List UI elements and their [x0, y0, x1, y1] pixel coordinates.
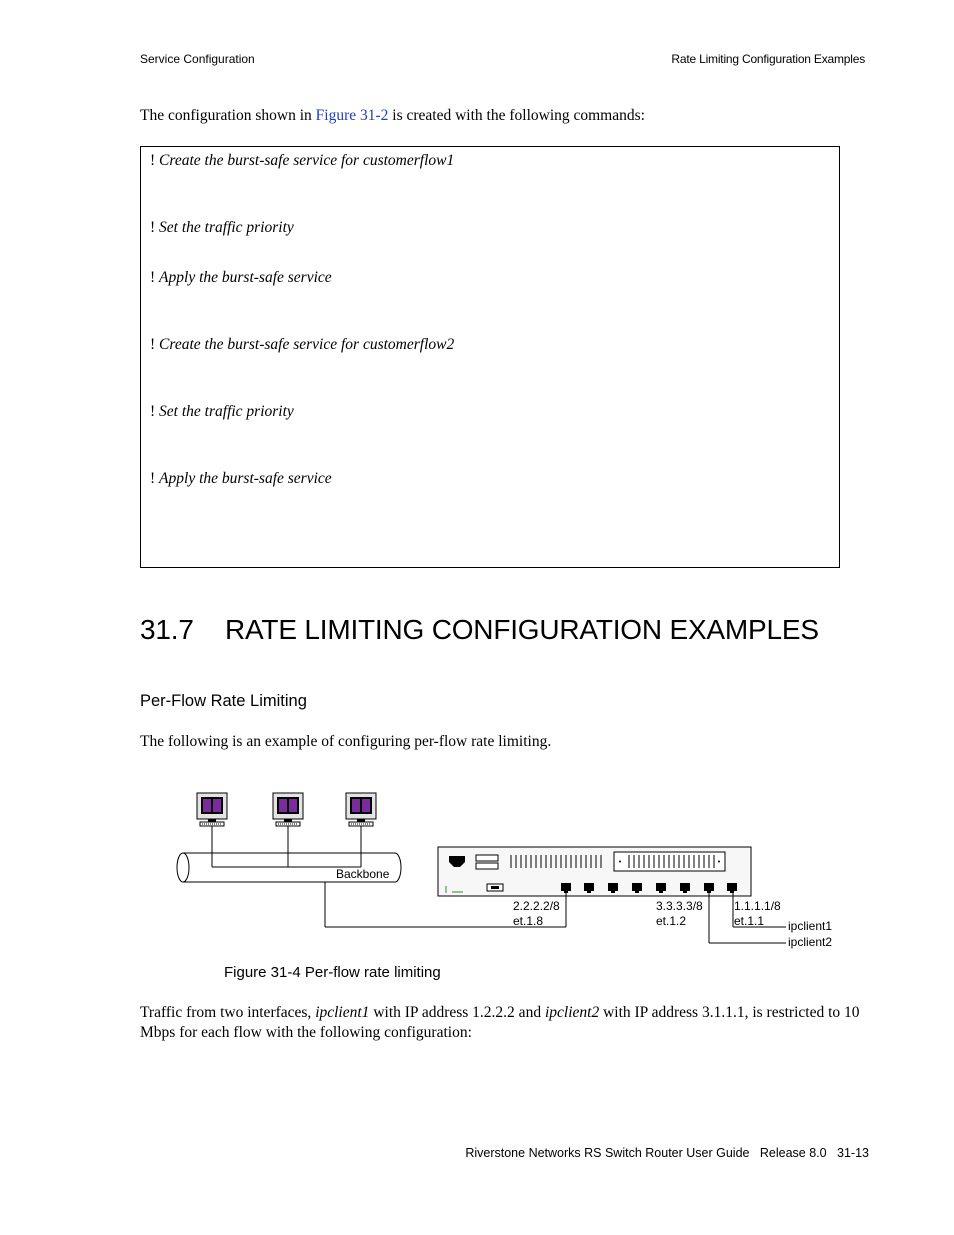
port-interface-label: et.1.8	[513, 914, 544, 928]
workstation-icon	[346, 793, 376, 826]
section-title: RATE LIMITING CONFIGURATION EXAMPLES	[225, 614, 819, 645]
page-footer: Riverstone Networks RS Switch Router User Guide Release 8.0 31-13	[465, 1146, 869, 1160]
intro-paragraph	[140, 107, 645, 125]
workstation-icon	[273, 793, 303, 826]
client-label: ipclient2	[788, 935, 833, 949]
figure-link[interactable]: Figure 31-2	[315, 107, 389, 124]
command-comment: ! Apply the burst-safe service	[150, 269, 332, 286]
backbone-pipe	[177, 853, 401, 882]
command-comment: ! Create the burst-safe service for customerflow1	[150, 152, 455, 169]
section-number: 31.7	[140, 614, 194, 645]
subsection-heading: Per-Flow Rate Limiting	[140, 692, 307, 710]
port-ip-label: 3.3.3.3/8	[656, 899, 703, 913]
client-name: ipclient1	[315, 1004, 370, 1021]
client-label: ipclient1	[788, 919, 833, 933]
port-interface-label: et.1.1	[734, 914, 765, 928]
backbone-label: Backbone	[336, 867, 390, 881]
port-interface-label: et.1.2	[656, 914, 687, 928]
command-comment: ! Set the traffic priority	[150, 403, 294, 420]
running-header-left: Service Configuration	[140, 52, 255, 66]
switch-router-chassis	[438, 847, 751, 896]
intro-text-after: is created with the following commands:	[388, 107, 645, 124]
section-heading	[140, 614, 819, 646]
paragraph: The following is an example of configuring per-flow rate limiting.	[140, 733, 552, 750]
drop-lines	[212, 826, 361, 867]
command-box	[140, 146, 840, 568]
connection-lines	[325, 882, 786, 943]
command-comment: ! Set the traffic priority	[150, 219, 294, 236]
client-name: ipclient2	[544, 1004, 600, 1021]
command-comment: ! Apply the burst-safe service	[150, 470, 332, 487]
port-ip-label: 1.1.1.1/8	[734, 899, 781, 913]
intro-text-before: The configuration shown in	[140, 107, 316, 124]
paragraph: Traffic from two interfaces, ipclient1 with IP address 1.2.2.2 and ipclient2 with IP address 3.1.1.1, is restricted to 10 Mbps for each flow with the following configuration:	[140, 1004, 860, 1041]
command-comment: ! Create the burst-safe service for customerflow2	[150, 336, 455, 353]
port-ip-label: 2.2.2.2/8	[513, 899, 560, 913]
running-header-right: Rate Limiting Configuration Examples	[671, 52, 865, 66]
figure-caption: Figure 31-4 Per-flow rate limiting	[224, 964, 441, 981]
workstation-icon	[197, 793, 227, 826]
